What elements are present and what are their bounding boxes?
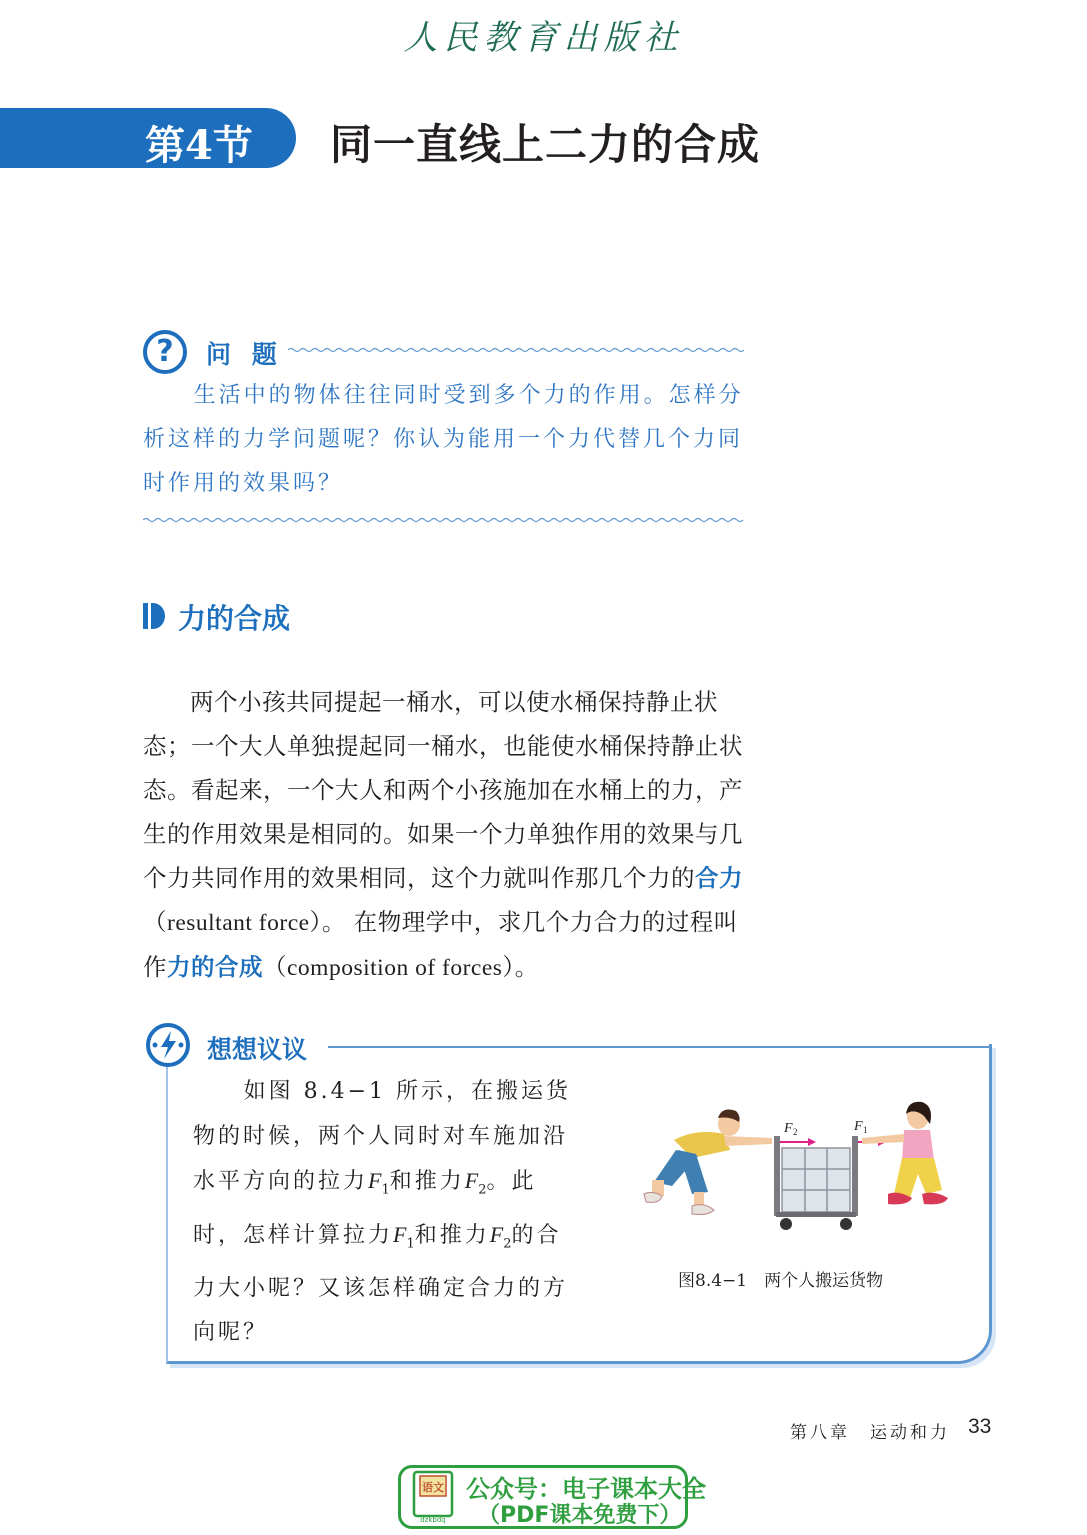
publisher-logo-text: 人民教育出版社 xyxy=(403,18,684,58)
figure-label-f2: F xyxy=(784,1121,793,1136)
think-text-part-4: 和推力 xyxy=(414,1222,490,1248)
question-top-wavy-divider xyxy=(288,346,746,354)
book-logo-icon xyxy=(410,1470,456,1526)
force-subscript-1: 1 xyxy=(381,1182,390,1198)
watermark-line-2: （PDF课本免费下） xyxy=(478,1503,682,1528)
question-mark-icon: ? xyxy=(143,330,187,374)
question-bottom-wavy-divider xyxy=(143,516,746,524)
section-title: 同一直线上二力的合成 xyxy=(330,120,761,169)
think-text-part-1: 如图 8.4−1 所示，在搬运货物的时候，两个人同时对车施加沿水平方向的拉力 xyxy=(193,1079,571,1194)
figure-label-f2-sub: 2 xyxy=(793,1127,798,1137)
think-text-part-3: 。此时，怎样计算拉力 xyxy=(193,1169,537,1248)
body-text-3: 。 xyxy=(514,953,539,981)
body-paragraph xyxy=(143,680,746,990)
term-resultant-force: 合力 xyxy=(695,864,743,892)
force-symbol-f1-again: F xyxy=(393,1221,407,1247)
question-label: 问 题 xyxy=(206,340,283,369)
body-text-1: 两个小孩共同提起一桶水，可以使水桶保持静止状态；一个大人单独提起同一桶水，也能使水桶保持静止状态。看起来，一个大人和两个小孩施加在水桶上的力，产生的作用效果是相同的。如果一个力单独作用的效果与几个力共同作用的效果相同，这个力就叫作那几个力的 xyxy=(143,688,743,892)
think-discuss-text xyxy=(193,1070,583,1356)
girl-pulling-illustration xyxy=(862,1102,948,1205)
english-composition-of-forces: （composition of forces） xyxy=(263,955,515,981)
force-subscript-2: 2 xyxy=(478,1182,487,1198)
body-text-2: 。 在物理学中，求几个力合力的过程叫作 xyxy=(143,908,738,981)
force-symbol-f2-again: F xyxy=(489,1221,504,1247)
force-symbol-f1: F xyxy=(368,1168,382,1193)
force-subscript-2-again: 2 xyxy=(503,1236,512,1252)
discussion-icon xyxy=(145,1022,191,1068)
page-number: 33 xyxy=(968,1415,992,1438)
boy-pushing-illustration xyxy=(644,1110,772,1215)
think-text-part-5: 的合力大小呢？又该怎样确定合力的方向呢？ xyxy=(193,1222,569,1346)
figure-label-f1-sub: 1 xyxy=(863,1125,868,1135)
logo-bottom-text: dzkbdq xyxy=(420,1516,446,1524)
think-discuss-rule xyxy=(328,1046,992,1048)
force-symbol-f2: F xyxy=(464,1168,479,1193)
figure-two-people-moving-cart xyxy=(612,1094,972,1244)
think-discuss-label: 想想议议 xyxy=(207,1035,308,1064)
force-subscript-1-again: 1 xyxy=(406,1236,415,1252)
figure-label-f1: F xyxy=(854,1119,863,1134)
term-composition-of-forces: 力的合成 xyxy=(167,953,263,981)
logo-top-text: 语文 xyxy=(422,1481,444,1494)
section-marker-icon xyxy=(143,603,165,629)
section-number: 第4节 xyxy=(145,122,253,169)
figure-caption: 图8.4−1 两个人搬运货物 xyxy=(678,1271,884,1291)
cart-with-boxes-illustration xyxy=(774,1136,858,1230)
think-text-part-2: 和推力 xyxy=(389,1169,465,1194)
watermark-line-1: 公众号：电子课本大全 xyxy=(466,1475,706,1503)
footer-chapter-title: 第八章 运动和力 xyxy=(790,1423,950,1443)
question-text: 生活中的物体往往同时受到多个力的作用。怎样分析这样的力学问题呢？你认为能用一个力代替几个力同时作用的效果吗？ xyxy=(143,383,744,496)
subsection-heading: 力的合成 xyxy=(178,602,291,635)
english-resultant-force: （resultant force） xyxy=(143,910,322,936)
